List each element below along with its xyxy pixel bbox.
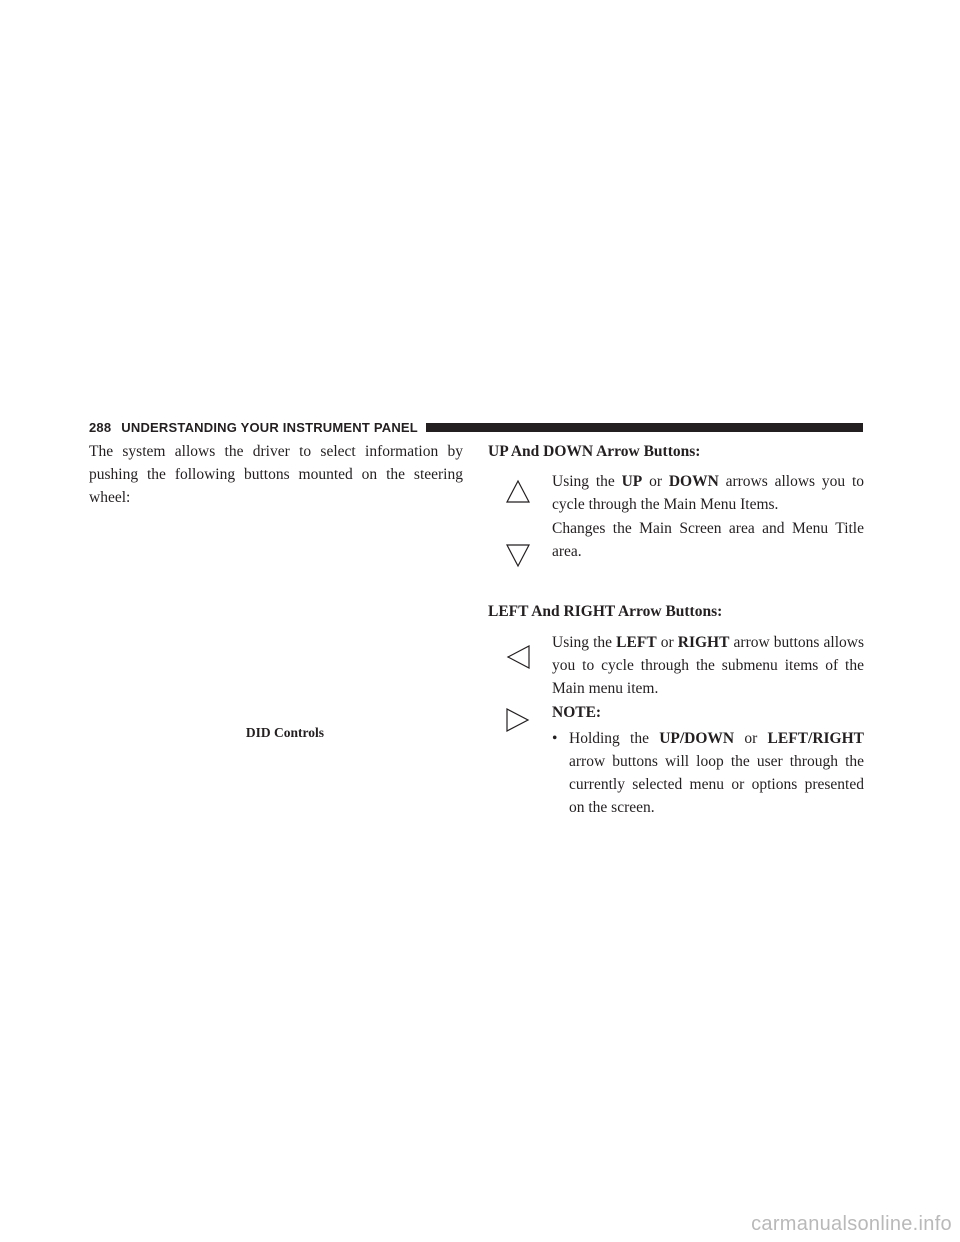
bullet-symbol: • <box>552 730 558 747</box>
figure-caption: DID Controls <box>245 725 325 740</box>
down-keyword: DOWN <box>668 473 719 490</box>
left-right-keyword: LEFT/RIGHT <box>767 730 864 747</box>
intro-paragraph: The system allows the driver to select information by pushing the following buttons mounted on the steering wheel: <box>89 443 463 506</box>
header-rule <box>426 423 863 432</box>
left-keyword: LEFT <box>616 634 657 651</box>
page-number: 288 <box>89 419 112 435</box>
watermark-link[interactable]: carmanualsonline.info <box>751 1213 952 1235</box>
left-right-description: Using the LEFT or RIGHT arrow buttons allows you to cycle through the submenu items of the Main menu item. <box>552 634 865 697</box>
up-down-heading: UP And DOWN Arrow Buttons: <box>488 443 701 460</box>
note-label: NOTE: <box>552 704 602 721</box>
left-right-heading: LEFT And RIGHT Arrow Buttons: <box>488 603 723 620</box>
up-keyword: UP <box>621 473 643 490</box>
right-keyword: RIGHT <box>677 634 730 651</box>
left-arrow-icon <box>505 644 531 670</box>
up-down-description: Using the UP or DOWN arrows allows you to cycle through the Main Menu Items. <box>552 473 864 513</box>
up-down-keyword: UP/DOWN <box>659 730 735 747</box>
down-arrow-icon <box>505 542 531 568</box>
page-header <box>89 419 863 435</box>
up-arrow-icon <box>505 479 531 505</box>
bullet-text: Holding the UP/DOWN or LEFT/RIGHT arrow buttons will loop the user through the currently selected menu or options presented on the screen. <box>569 730 864 816</box>
note-bullet <box>552 727 864 819</box>
right-arrow-icon <box>505 707 531 733</box>
up-down-effect: Changes the Main Screen area and Menu Title area. <box>552 520 864 560</box>
section-title: UNDERSTANDING YOUR INSTRUMENT PANEL <box>121 419 418 435</box>
